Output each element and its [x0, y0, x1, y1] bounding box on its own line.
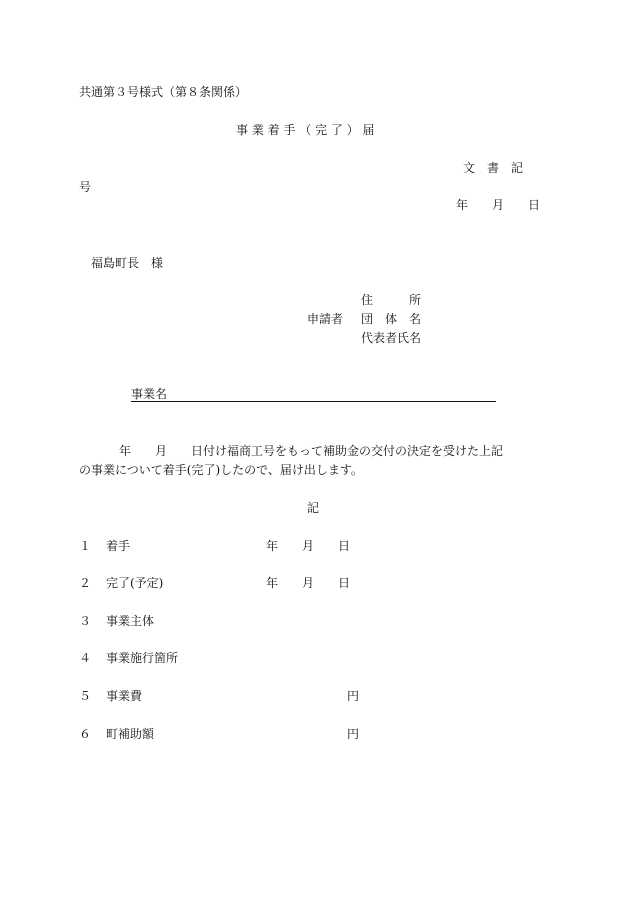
item-label: 事業施行箇所 — [106, 651, 179, 665]
item-number: ６ — [79, 727, 92, 741]
item-number: ４ — [79, 651, 92, 665]
item-number: ２ — [79, 576, 92, 590]
item-label: 事業主体 — [106, 614, 155, 628]
header-date: 年 月 日 — [456, 198, 541, 212]
addressee: 福島町長 様 — [91, 256, 164, 270]
record-heading: 記 — [307, 501, 320, 515]
applicant-org-label: 団 体 名 — [361, 312, 422, 326]
applicant-address-label: 住 所 — [361, 293, 422, 307]
body-line-2: の事業について着手(完了)したので、届け出します。 — [79, 463, 363, 477]
item-label: 事業費 — [106, 689, 143, 703]
item-value: 年 月 日 — [266, 576, 351, 590]
project-name-underline — [131, 401, 496, 402]
applicant-label: 申請者 — [307, 312, 344, 326]
doc-number-label: 文 書 記 — [463, 161, 524, 175]
form-id: 共通第３号様式（第８条関係） — [79, 85, 248, 99]
item-value: 円 — [347, 727, 360, 741]
item-number: １ — [79, 539, 92, 553]
document-title: 事 業 着 手 （ 完 了 ） 届 — [236, 123, 375, 137]
item-value: 円 — [347, 689, 360, 703]
body-line-1: 年 月 日付け福商工号をもって補助金の交付の決定を受けた上記 — [119, 444, 504, 458]
item-label: 着手 — [106, 539, 131, 553]
item-number: ５ — [79, 689, 92, 703]
item-label: 町補助額 — [106, 727, 155, 741]
doc-number-suffix: 号 — [79, 180, 92, 194]
item-number: ３ — [79, 614, 92, 628]
project-name-label: 事業名 — [131, 387, 168, 401]
item-label: 完了(予定) — [106, 576, 164, 590]
applicant-rep-label: 代表者氏名 — [361, 331, 422, 345]
item-value: 年 月 日 — [266, 539, 351, 553]
